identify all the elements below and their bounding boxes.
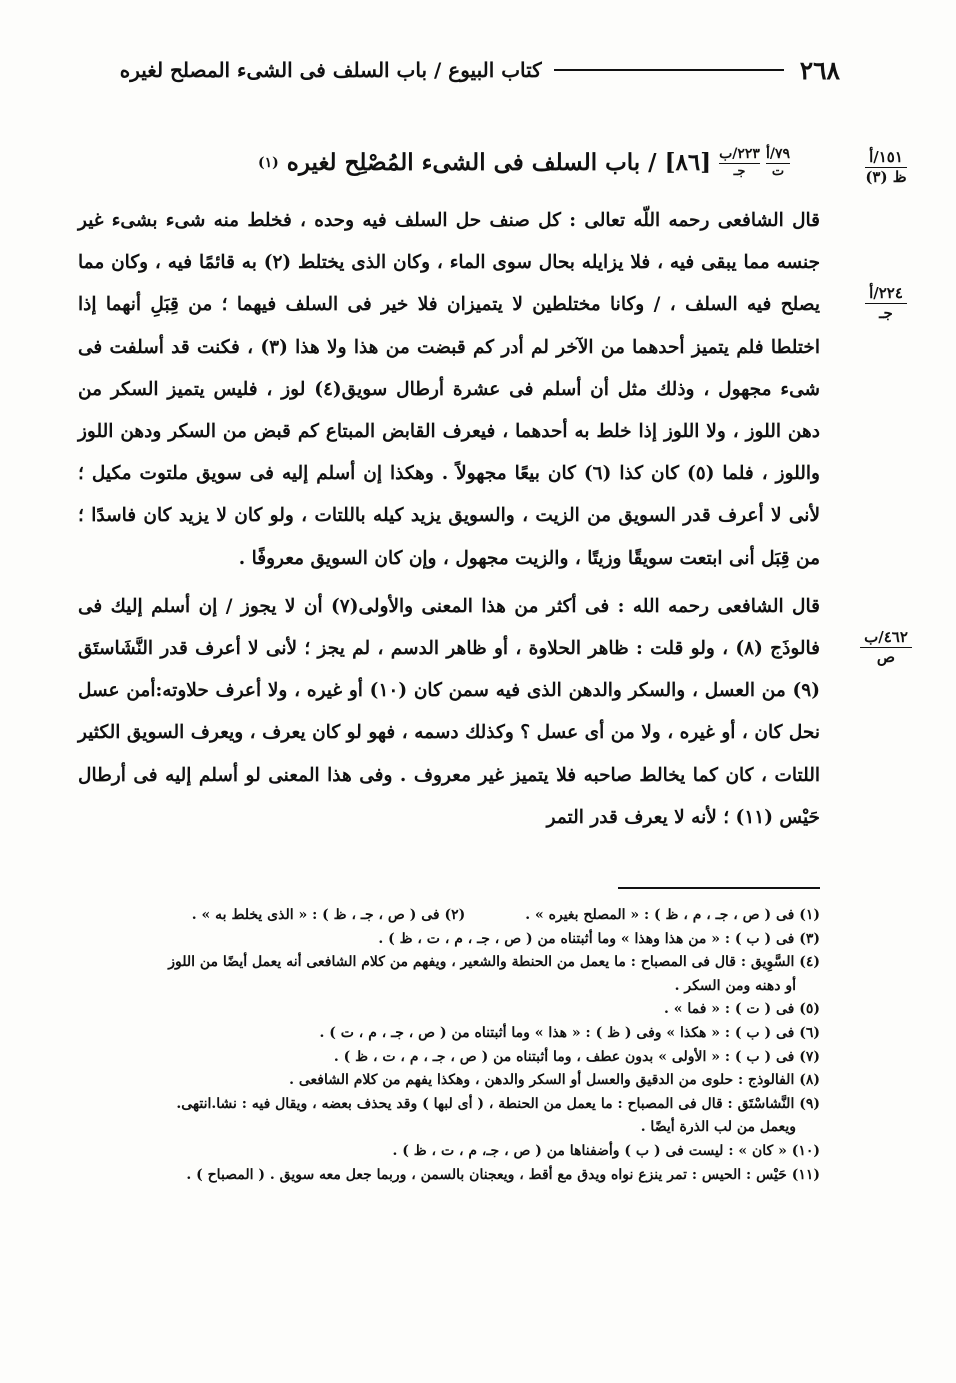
footnote-5: (٥) فى ( ت ) : « فما » .: [663, 1001, 820, 1018]
margin-note-3: [846, 628, 926, 667]
footnote-4-continued: أو دهنه ومن السكر .: [674, 977, 796, 994]
paragraph-2-line: فهو لو كان يعرف ، ويعرف السويق الكثير اللتات ، كان كما يخالط صاحبه فلا يتميز غير: [78, 722, 820, 786]
chapter-title: [200, 146, 790, 179]
header-rule: [554, 69, 784, 71]
margin-note-1-top: ١٥١/أ: [865, 148, 907, 168]
title-ref-a-sub: ت: [771, 164, 785, 179]
title-ref-b: [719, 146, 760, 179]
paragraph-2-line: ولا أعرف حلاوته:أمن عسل نحل كان ، أو غيره ، ولا من أى عسل ؟ وكذلك دسمه ،: [78, 680, 820, 744]
footnote-11: (١١) حَيْس : الحيس : تمر ينزع نواه ويدق مع أقط ، ويعجنان بالسمن ، وربما جعل معه سويق . ( المصباح ) .: [186, 1166, 820, 1183]
title-ref-b-sub: جـ: [733, 164, 746, 179]
footnote-7: (٧) فى ( ب ) : « الأولى » بدون عطف ، وما أثبتناه من ( ص ، جـ ، م ، ت ، ظ ) .: [333, 1048, 820, 1065]
paragraph-2: [78, 586, 820, 839]
title-ref-b-top: ٢٢٣/ب: [719, 146, 760, 162]
margin-note-2-top: ٢٢٤/أ: [865, 284, 907, 304]
footnote-2: (٢) فى ( ص ، جـ ، ظ ) : « الذى يخلط به » .: [191, 907, 466, 923]
paragraph-2-line: رحمه الله : فى أكثر من هذا المعنى والأولى(٧) أن لا يجوز / إن أسلم: [142, 595, 710, 617]
paragraph-1-line: سويق(٤) لوز ، فليس يتميز السكر من دهن اللوز ، ولا اللوز إذا خلط به أحدهما ،: [78, 378, 820, 443]
paragraph-1-line: من الزيت ، والسويق يزيد كيله باللتات ، ولو كان لا يزيد كان فاسدًا ؛ من قِبَل أنى: [78, 505, 820, 569]
footnote-10: (١٠) « كان » : ليست فى ( ب ) وأضفناها من ( ص ، جـ، م ، ت ، ظ ) .: [392, 1142, 820, 1159]
page-number: ٢٦٨: [799, 55, 840, 85]
paragraph-1-line: رحمه اللّه تعالى : كل صنف حل السلف فيه وحده ، فخلط منه شىء: [157, 210, 710, 231]
footnote-6: (٦) فى ( ب ) : « هكذا » وفى ( ظ ) : « هذا » وما أثبتناه من ( ص ، جـ ، م ، ت ) .: [319, 1024, 820, 1041]
running-title: كتاب البيوع / باب السلف فى الشىء المصلح لغيره: [119, 58, 542, 82]
margin-note-1-bottom: ظ (٣): [865, 168, 907, 186]
margin-note-2-bottom: جـ: [879, 304, 893, 322]
footnote-3: (٣) فى ( ب ) : « من هذا وهذا » وما أثبتناه من ( ص ، جـ ، م ، ت ، ظ ) .: [378, 930, 820, 947]
main-text: [78, 200, 820, 839]
footnote-9: (٩) النَّشاسْتَق : قال فى المصباح : ما يعمل من الحنطة ، ( أى لبها ) وقد يحذف بعضه ، ويقال فيه : نشا.انتهى.: [176, 1095, 820, 1112]
title-ref-a-top: ٧٩/أ: [765, 146, 790, 162]
paragraph-2-line: إليك فى فالوذَج (٨) ، ولو قلت : ظاهر الحلاوة ، أو ظاهر الدسم ، لم يجز ؛ لأنى لا: [78, 595, 821, 660]
paragraph-1-line: بشىء غير جنسه مما يبقى فيه ، فلا يزايله بحال سوى الماء ، وكان الذى يختلط (٢) به: [78, 210, 821, 274]
margin-note-1: [846, 148, 926, 187]
paragraph-1-line: ابتعت سويقًا وزيتًا ، والزيت مجهول ، وإن كان السويق معروفًا .: [238, 547, 723, 569]
paragraph-1: [78, 200, 820, 580]
margin-note-3-top: ٤٦٢/ب: [860, 628, 912, 648]
paragraph-2-line: معروف . وفى هذا المعنى لو أسلم إليه فى أرطال حَيْس (١١) ؛ لأنه لا يعرف قدر التمر: [78, 764, 820, 828]
title-ref-a: [766, 146, 790, 179]
footnote-1: (١) فى ( ص ، جـ ، م ، ظ ) : « المصلح بغيره » .: [525, 907, 820, 923]
margin-note-2: [846, 284, 926, 323]
paragraph-1-line: ولا هذا (٣) ، فكنت قد أسلفت فى شىء مجهول ، وذلك مثل أن أسلم فى عشرة أرطال: [78, 336, 820, 400]
paragraph-1-line: فيعرف القابض المبتاع كم قبض من السكر ودهن اللوز واللوز ، فلما (٥) كان كذا (٦) كان: [78, 421, 820, 485]
paragraph-2-lead: قال الشافعى: [709, 595, 820, 617]
footnote-9-continued: ويعمل من لب الذرة أيضًا .: [640, 1119, 796, 1136]
footnote-4: (٤) السَّوِيق : قال فى المصباح : ما يعمل من الحنطة والشعير ، ويفهم من كلام الشافعى أنه يعمل أيضًا من اللوز: [168, 954, 820, 971]
paragraph-1-line: بيعًا مجهولاً . وهكذا إن أسلم إليه فى سويق ملتوت مكيل ؛ لأنى لا أعرف قدر السويق: [78, 463, 820, 527]
paragraph-2-line: أعرف قدر النَّشَاستَق (٩) من العسل ، والسكر والدهن الذى فيه سمن كان (١٠) أو غيره ،: [78, 638, 820, 702]
title-refs: [719, 146, 790, 179]
footnote-rule: [618, 887, 820, 889]
title-main: [٨٦] / باب السلف فى الشىء المُصْلِح لغيره: [286, 149, 712, 176]
title-footnote-marker: (١): [258, 154, 279, 171]
footnote-pair-1-2: [78, 904, 820, 928]
paragraph-1-line: قائمًا فيه ، وكان مما يصلح فيه السلف ، / وكانا مختلطين لا يتميزان فلا خير فى السلف: [78, 252, 820, 316]
page-header: [70, 50, 840, 90]
margin-note-3-bottom: ص: [876, 648, 896, 666]
paragraph-1-lead: قال الشافعى: [709, 210, 820, 231]
footnote-8: (٨) الفالوذج : حلوى من الدقيق والعسل أو السكر والدهن ، وهكذا يفهم من كلام الشافعى .: [289, 1072, 820, 1089]
paragraph-1-line: فيهما ؛ من قِبَلِ أنهما إذا اختلطا فلم يتميز أحدهما من الآخر لم أدر كم قبضت من هذا: [78, 294, 821, 358]
footnotes: [78, 904, 820, 1187]
